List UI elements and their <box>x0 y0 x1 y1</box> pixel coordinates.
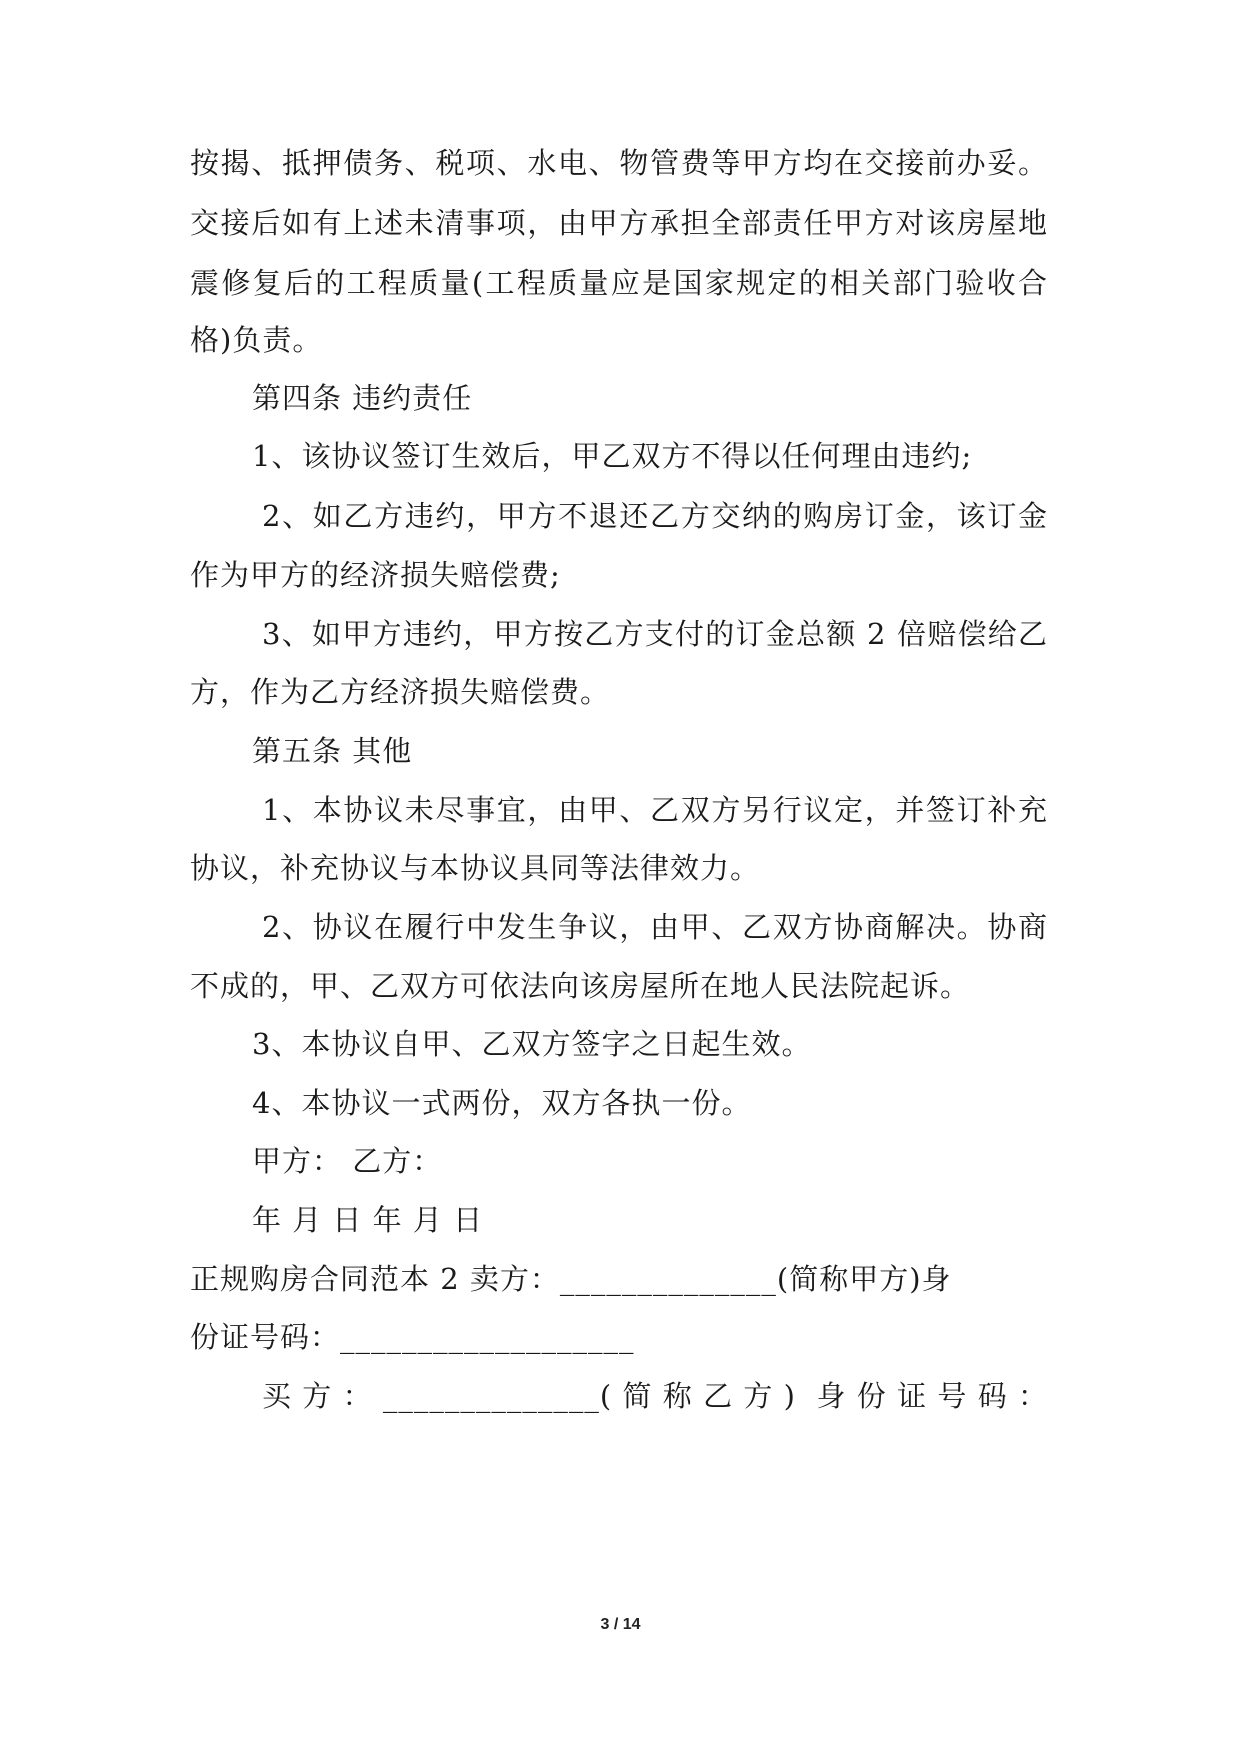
clause-5-1: 1、本协议未尽事宜，由甲、乙双方另行议定，并签订补充 <box>262 793 1048 827</box>
body-line-4: 格)负责。 <box>190 323 323 357</box>
signature-dates: 年 月 日 年 月 日 <box>252 1203 484 1237</box>
clause-5-2: 2、协议在履行中发生争议，由甲、乙双方协商解决。协商 <box>262 910 1048 944</box>
body-line-3: 震修复后的工程质量(工程质量应是国家规定的相关部门验收合 <box>190 266 1048 300</box>
seller-id-line: 份证号码：___________________ <box>190 1320 635 1354</box>
clause-5-3: 3、本协议自甲、乙双方签字之日起生效。 <box>252 1027 812 1061</box>
clause-5-4: 4、本协议一式两份，双方各执一份。 <box>252 1086 752 1120</box>
section-heading-article-5: 第五条 其他 <box>252 734 413 768</box>
body-line-1: 按揭、抵押债务、税项、水电、物管费等甲方均在交接前办妥。 <box>190 146 1048 180</box>
contract-2-seller-line: 正规购房合同范本 2 卖方：______________(简称甲方)身 <box>190 1262 952 1296</box>
clause-4-2-cont: 作为甲方的经济损失赔偿费; <box>190 558 561 592</box>
clause-5-1-cont: 协议，补充协议与本协议具同等法律效力。 <box>190 851 761 885</box>
buyer-line: 买方：______________(简称乙方) 身份证号码： <box>262 1379 1048 1413</box>
signature-parties: 甲方： 乙方： <box>252 1144 443 1178</box>
section-heading-article-4: 第四条 违约责任 <box>252 381 473 415</box>
clause-4-2: 2、如乙方违约，甲方不退还乙方交纳的购房订金，该订金 <box>262 499 1048 533</box>
clause-4-3-cont: 方，作为乙方经济损失赔偿费。 <box>190 675 611 709</box>
body-line-2: 交接后如有上述未清事项，由甲方承担全部责任甲方对该房屋地 <box>190 206 1048 240</box>
page-number: 3 / 14 <box>600 1616 641 1633</box>
clause-4-3: 3、如甲方违约，甲方按乙方支付的订金总额 2 倍赔偿给乙 <box>262 617 1048 651</box>
clause-4-1: 1、该协议签订生效后，甲乙双方不得以任何理由违约; <box>252 439 973 473</box>
clause-5-2-cont: 不成的，甲、乙双方可依法向该房屋所在地人民法院起诉。 <box>190 969 971 1003</box>
